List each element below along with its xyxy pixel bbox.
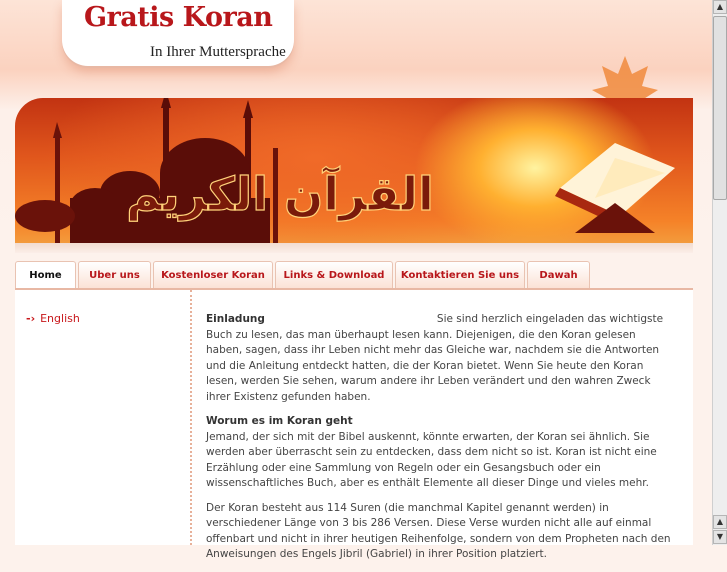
tab-home[interactable]: Home xyxy=(15,261,76,288)
language-link-english[interactable] xyxy=(26,312,80,325)
site-logo[interactable] xyxy=(62,0,294,66)
intro-text: Sie sind herzlich eingeladen das wichtigste Buch zu lesen, das man überhaupt lesen kann. Diejenigen, die den Koran gelesen haben, sagen, dass ihr Leben nicht mehr das Gleiche war, nachdem sie die Antworten und die Anleitung entdeckt hatten, die der Koran bietet. Wenn Sie heute den Koran lesen, werden Sie sehen, warum andere ihr Leben verändert und den wahren Zweck ihrer Existenz gefunden haben. xyxy=(206,313,664,403)
arrow-right-icon: -› xyxy=(26,312,36,325)
tab-kostenloser-koran[interactable]: Kostenloser Koran xyxy=(153,261,273,288)
sidebar-divider xyxy=(190,290,192,545)
vertical-scrollbar[interactable] xyxy=(712,0,727,545)
structure-paragraph: Der Koran besteht aus 114 Suren (die manchmal Kapitel genannt werden) in verschiedener Länge von 3 bis 286 Versen. Diese Verse wurden nicht alle auf einmal offenbart und nicht in ihrer heutigen Reihenfolge, sondern von dem Propheten nach den Anweisungen des Engels Jibril (Gabriel) in ihrer Position platziert. xyxy=(206,501,671,560)
main-content xyxy=(206,312,672,572)
intro-paragraph xyxy=(206,312,672,405)
banner-calligraphy-art xyxy=(15,98,693,243)
tab-links-download[interactable]: Links & Download xyxy=(275,261,393,288)
section-paragraph xyxy=(206,414,672,492)
tab-dawah[interactable]: Dawah xyxy=(527,261,590,288)
tab-kontaktieren-sie-uns[interactable]: Kontaktieren Sie uns xyxy=(395,261,525,288)
scroll-up-button[interactable]: ▲ xyxy=(713,0,727,14)
banner-bottom-strip xyxy=(15,243,693,253)
tab-uber-uns[interactable]: Uber uns xyxy=(78,261,151,288)
logo-title: Gratis Koran xyxy=(84,2,273,33)
scroll-down-button[interactable]: ▼ xyxy=(713,530,727,544)
scroll-thumb[interactable] xyxy=(713,16,727,200)
intro-heading: Einladung xyxy=(206,313,265,325)
section-heading: Worum es im Koran geht xyxy=(206,415,353,427)
header-banner xyxy=(15,98,693,243)
scroll-up-button-bottom[interactable]: ▲ xyxy=(713,515,727,529)
section-text: Jemand, der sich mit der Bibel auskennt, könnte erwarten, der Koran sei ähnlich. Sie werden aber überrascht sein zu entdecken, dass dem nicht so ist. Koran ist nicht eine Erzählung oder eine Sammlung von Regeln oder ein Gesangsbuch oder ein wissenschaftliches Buch, aber es enthält Elemente all dieser Dinge und vieles mehr. xyxy=(206,430,657,489)
svg-text:القرآن الكريم: القرآن الكريم xyxy=(126,167,434,221)
logo-subtitle: In Ihrer Muttersprache xyxy=(150,44,286,60)
main-navigation xyxy=(15,261,592,288)
language-label: English xyxy=(40,312,80,325)
